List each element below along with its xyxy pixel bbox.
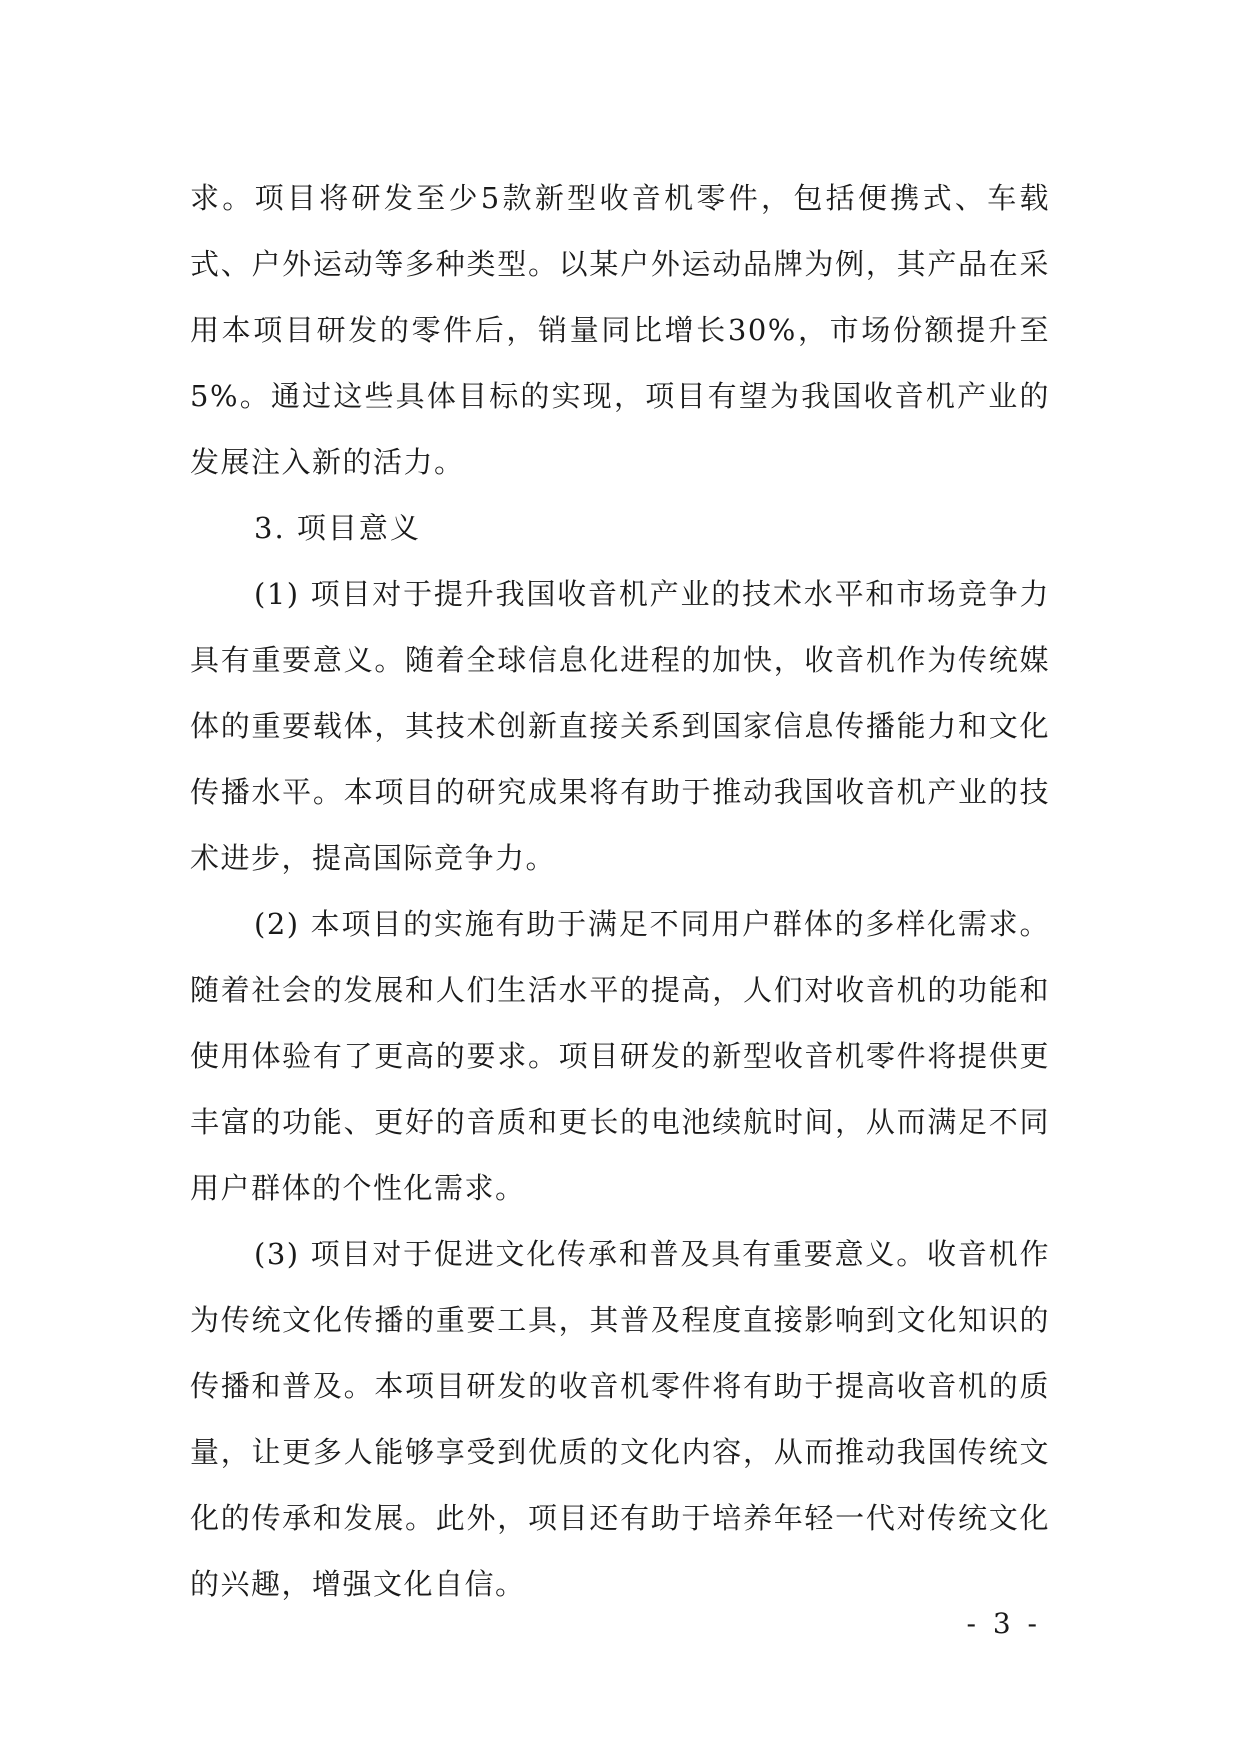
document-body [190, 165, 1050, 1617]
page-number: - 3 - [966, 1607, 1041, 1640]
section-heading: 3. 项目意义 [254, 511, 421, 545]
paragraph-1: (1) 项目对于提升我国收音机产业的技术水平和市场竞争力具有重要意义。随着全球信息化进程的加快，收音机作为传统媒体的重要载体，其技术创新直接关系到国家信息传播能力和文化传播水平。本项目的研究成果将有助于推动我国收音机产业的技术进步，提高国际竞争力。 [190, 577, 1050, 875]
continuation-paragraph: 求。项目将研发至少5款新型收音机零件，包括便携式、车载式、户外运动等多种类型。以某户外运动品牌为例，其产品在采用本项目研发的零件后，销量同比增长30%，市场份额提升至5%。通过这些具体目标的实现，项目有望为我国收音机产业的发展注入新的活力。 [190, 181, 1050, 479]
paragraph-3: (3) 项目对于促进文化传承和普及具有重要意义。收音机作为传统文化传播的重要工具，其普及程度直接影响到文化知识的传播和普及。本项目研发的收音机零件将有助于提高收音机的质量，让更多人能够享受到优质的文化内容，从而推动我国传统文化的传承和发展。此外，项目还有助于培养年轻一代对传统文化的兴趣，增强文化自信。 [190, 1237, 1050, 1601]
paragraph-2: (2) 本项目的实施有助于满足不同用户群体的多样化需求。随着社会的发展和人们生活水平的提高，人们对收音机的功能和使用体验有了更高的要求。项目研发的新型收音机零件将提供更丰富的功能、更好的音质和更长的电池续航时间，从而满足不同用户群体的个性化需求。 [190, 907, 1050, 1205]
